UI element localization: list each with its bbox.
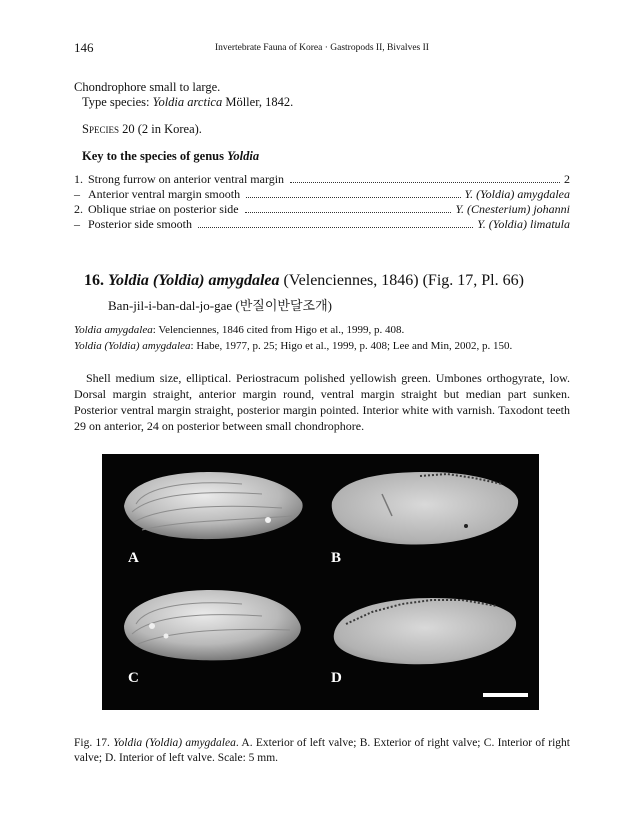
panel-label-d: D [331,670,342,686]
species-count: 20 (2 in Korea). [122,122,202,136]
key-text: Anterior ventral margin smooth [88,187,241,201]
synonym-name: Yoldia amygdalea [74,324,153,336]
key-title-prefix: Key to the species of genus [82,149,224,163]
species-name: Yoldia (Yoldia) amygdalea [108,272,280,289]
species-label: Species [82,122,119,136]
running-title: Invertebrate Fauna of Korea · Gastropods II, Bivalves II [215,43,429,53]
species-count-line [82,122,202,137]
species-heading [84,272,524,290]
dot-leader [198,227,473,228]
caption-text: . A. Exterior of left valve; B. Exterior of right valve; C. Interior of right valve; D. Interior of left valve. Scale: 5 mm. [74,737,571,764]
key-text: Posterior side smooth [88,217,192,231]
synonym-text: : Habe, 1977, p. 25; Higo et al., 1999, p. 408; Lee and Min, 2002, p. 150. [190,340,513,352]
type-species-line [82,95,293,110]
scale-bar [483,693,528,697]
shell-photographs [102,454,539,710]
figure-caption [74,736,570,766]
valve-d [334,598,516,664]
key-marker: 1. [74,172,83,186]
synonym-line [74,340,512,352]
type-species-label: Type species: [82,95,150,109]
dot-leader [246,197,460,198]
species-refs: (Fig. 17, Pl. 66) [422,272,524,289]
key-target: Y. (Yoldia) limatula [477,217,570,231]
key-marker: – [74,187,80,201]
key-title-genus: Yoldia [227,149,260,163]
species-author: (Velenciennes, 1846) [283,272,419,289]
caption-label: Fig. 17. [74,737,110,749]
shell-figure [102,454,539,710]
type-species-author: Möller, 1842. [225,95,294,109]
species-description: Shell medium size, elliptical. Periostracum polished yellowish green. Umbones orthogyrate, low. Dorsal margin straight, anterior margin round, ventral margin straight but median part sunken. Posterior ventral margin straight, posterior margin pointed. Interior white with varnish. Taxodont teeth 29 on anterior, 24 on posterior between small chondrophore. [74,371,570,433]
key-target: 2 [564,172,570,186]
key-marker: – [74,217,80,231]
synonym-text: : Velenciennes, 1846 cited from Higo et al., 1999, p. 408. [152,324,405,336]
synonym-line [74,324,404,336]
key-text: Oblique striae on posterior side [88,202,239,216]
key-row [74,187,570,202]
key-row [74,172,570,187]
species-number: 16. [84,272,104,289]
valve-a [124,472,303,539]
key-text: Strong furrow on anterior ventral margin [88,172,285,186]
caption-species: Yoldia (Yoldia) amygdalea [113,737,236,749]
panel-label-a: A [128,550,139,566]
type-species-name: Yoldia arctica [152,95,223,109]
chondrophore-line: Chondrophore small to large. [74,80,221,94]
valve-c [124,590,301,660]
key-target: Y. (Yoldia) amygdalea [464,187,570,201]
key-marker: 2. [74,202,83,216]
valve-b [332,472,518,545]
panel-label-c: C [128,670,139,686]
key-row [74,202,570,217]
korean-name: Ban-jil-i-ban-dal-jo-gae (반질이반달조개) [108,298,332,313]
key-row [74,217,570,232]
synonym-name: Yoldia (Yoldia) amygdalea [74,340,191,352]
dot-leader [290,182,560,183]
key-target: Y. (Cnesterium) johanni [455,202,570,216]
panel-label-b: B [331,550,342,566]
page-number: 146 [74,40,94,55]
key-title [82,149,259,164]
dot-leader [245,212,452,213]
